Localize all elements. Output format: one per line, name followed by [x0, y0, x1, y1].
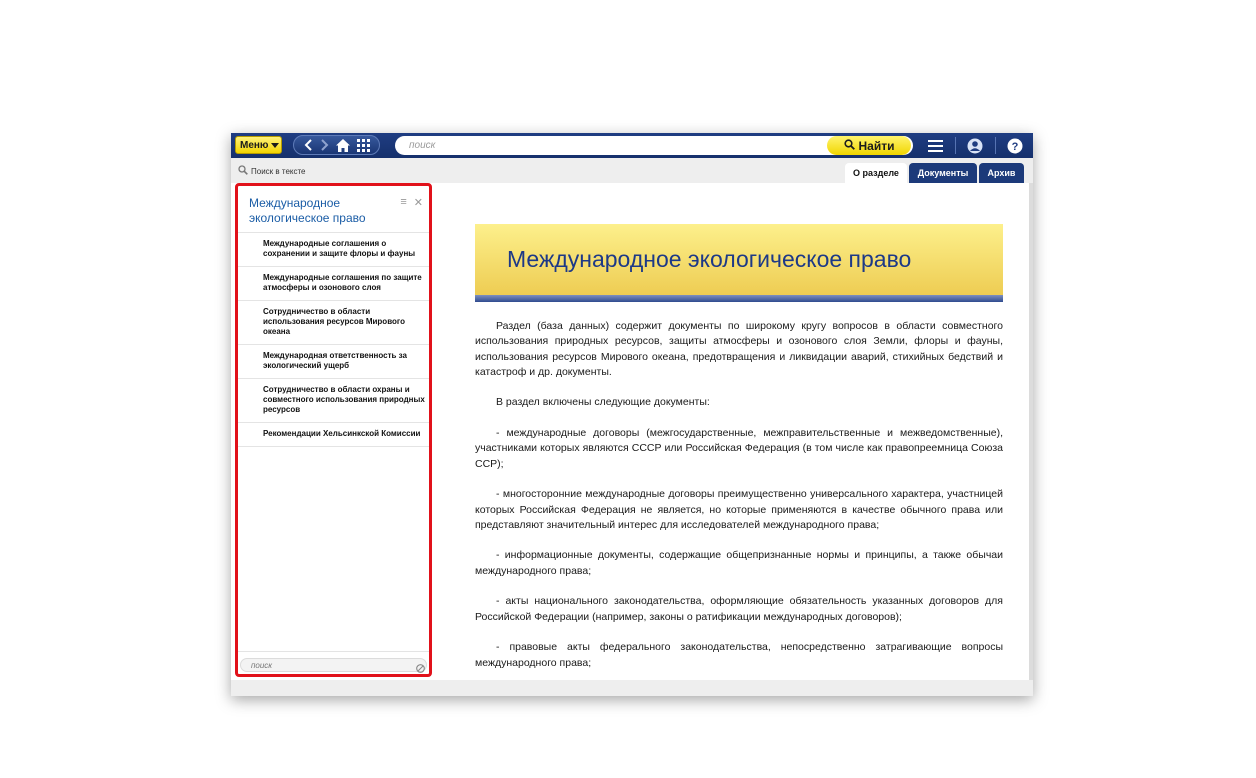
document-body — [475, 319, 1003, 686]
document-header-underline — [475, 295, 1003, 302]
home-icon[interactable] — [336, 139, 350, 152]
sub-toolbar — [231, 158, 1033, 183]
list-menu-icon[interactable]: ≡ — [400, 196, 407, 208]
back-icon[interactable] — [304, 139, 313, 151]
tab-documents[interactable] — [909, 163, 977, 183]
document-paragraph: В раздел включены следующие документы: — [496, 396, 710, 409]
find-button-label: Найти — [858, 138, 895, 153]
document-paragraph: - акты национального законодательства, оформляющие обязательность указанных договоров для Российской Федерации (например, законы о ратификации международных договоров); — [475, 595, 1003, 623]
document-title: Международное экологическое право — [507, 246, 912, 272]
sidebar-item-ocean[interactable]: Сотрудничество в области использования ресурсов Мирового океана — [238, 301, 429, 345]
user-profile-icon[interactable] — [965, 133, 985, 158]
window-footer — [231, 680, 1033, 696]
close-icon[interactable]: ✕ — [413, 197, 423, 209]
sidebar-item-responsibility[interactable]: Международная ответственность за экологический ущерб — [238, 345, 429, 379]
search-in-text-link[interactable] — [238, 165, 306, 177]
tab-about-label: О разделе — [853, 168, 899, 178]
sidebar-item-helsinki[interactable]: Рекомендации Хельсинкской Комиссии — [238, 423, 429, 447]
app-window — [231, 133, 1033, 696]
navigation-group — [293, 135, 380, 155]
sidebar-item-natural-resources[interactable]: Сотрудничество в области охраны и совместного использования природных ресурсов — [238, 379, 429, 423]
document-paragraph: - международные договоры (межгосударственные, межправительственные и межведомственные), участниками которых являются СССР или Российская Федерация (в том числе как правопреемница Союза ССР); — [475, 427, 1003, 470]
sidebar-search-input[interactable] — [240, 658, 427, 672]
toolbar-divider — [955, 137, 956, 154]
scrollbar-track[interactable] — [1029, 183, 1033, 680]
sidebar-list — [238, 232, 429, 447]
search-icon — [844, 139, 855, 153]
document-paragraph: - многосторонние международные договоры преимущественно универсального характера, участницей которых Российская Федерация не является, но которые применяются в качестве обычного права или представляют значительный интерес для исследователей международного права; — [475, 488, 1003, 531]
sidebar-item-flora-fauna[interactable]: Международные соглашения о сохранении и защите флоры и фауны — [238, 233, 429, 267]
magnifier-icon — [238, 165, 248, 177]
menu-button[interactable] — [235, 136, 282, 154]
tab-archive[interactable] — [979, 163, 1024, 183]
clear-search-icon[interactable] — [416, 660, 425, 678]
tab-documents-label: Документы — [917, 168, 969, 178]
search-in-text-label: Поиск в тексте — [251, 166, 306, 176]
sidebar-item-atmosphere[interactable]: Международные соглашения по защите атмосферы и озонового слоя — [238, 267, 429, 301]
sidebar-divider — [238, 651, 429, 652]
caret-down-icon — [271, 143, 279, 148]
top-toolbar — [231, 133, 1033, 158]
toolbar-divider — [995, 137, 996, 154]
grid-icon[interactable] — [357, 139, 370, 152]
sidebar-title: Международное экологическое право — [249, 196, 366, 225]
hamburger-menu-icon[interactable] — [925, 133, 945, 158]
document-paragraph: Раздел (база данных) содержит документы по широкому кругу вопросов в области совместного использования природных ресурсов, защиты атмосферы и озонового слоя Земли, флоры и фауны, использования ресурсов Мирового океана, предотвращения и ликвидации аварий, стихийных бедствий и катастроф и др. документы. — [475, 320, 1003, 378]
help-icon[interactable] — [1005, 133, 1025, 158]
document-paragraph: - информационные документы, содержащие общепризнанные нормы и принципы, а также обычаи международного права; — [475, 549, 1003, 577]
document-paragraph: - правовые акты федерального законодательства, непосредственно затрагивающие вопросы международного права; — [475, 641, 1003, 669]
forward-icon[interactable] — [320, 139, 329, 151]
sidebar-controls — [400, 196, 423, 209]
tab-about[interactable] — [845, 163, 907, 183]
find-button[interactable] — [827, 136, 911, 155]
sidebar-panel — [235, 183, 432, 677]
tab-archive-label: Архив — [987, 168, 1016, 178]
menu-button-label: Меню — [240, 139, 269, 151]
svg-text:?: ? — [1011, 140, 1019, 153]
